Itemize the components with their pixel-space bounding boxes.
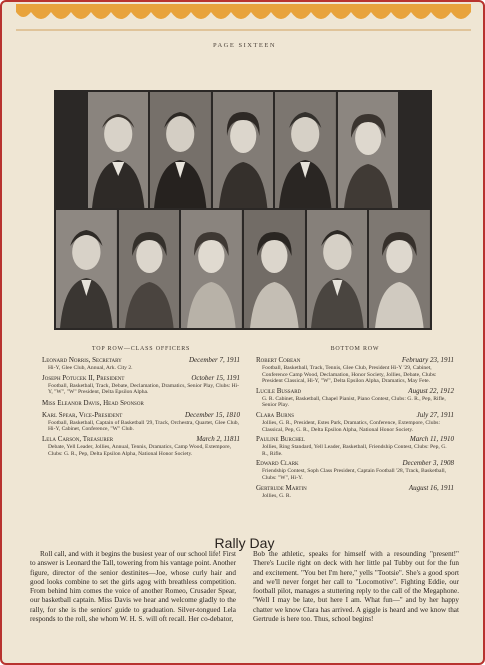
- art-deco-header-ornament: [16, 4, 471, 34]
- caption-entry: [256, 435, 454, 457]
- page-number: PAGE SIXTEEN: [212, 42, 277, 49]
- portrait-pauline-burchel: [244, 210, 305, 328]
- portrait-clara-burns: [181, 210, 242, 328]
- entry-name: Clara Burns: [256, 410, 295, 419]
- portrait-leonard-norris: [88, 92, 148, 208]
- entry-activities: Jollies, Ring Standard, Yell Leader, Basketball, Friendship Contest, Clubs: Pep, G. R., Rifle.: [262, 444, 447, 457]
- entry-name: Gertrude Martin: [256, 483, 307, 492]
- entry-date: December 7, 1911: [189, 356, 240, 364]
- entry-activities: Jollies, G. R.: [262, 492, 292, 499]
- bottom-row-heading: BOTTOM ROW: [330, 346, 380, 352]
- caption-entry: [256, 411, 454, 433]
- entry-name: Leonard Norris, Secretary: [42, 356, 122, 364]
- entry-name: Lela Carson, Treasurer: [42, 434, 114, 443]
- entry-date: August 16, 1911: [408, 483, 454, 492]
- class-officers-photo-grid: [54, 90, 432, 330]
- portrait-joseph-potucek: [150, 92, 210, 208]
- entry-activities: Jollies, G. R., President, Estes Park, Dramatics, Conference, Extempore, Clubs: Classical, Pep, G. R., Delta Epsilon Alpha, National Honor Society.: [262, 419, 441, 433]
- entry-date: August 22, 1912: [408, 386, 454, 395]
- entry-activities: Football, Basketball, Track, Tennis, Glee Club, President Hi-Y '29, Cabinet, Conference Camp Wood, Declamation, Honor Society, Jollies, Debate, Clubs: President Classical, Hi-Y, "W", Delta Epsilon Alpha, Dramatics, May Fete.: [262, 365, 437, 385]
- entry-date: December 3, 1908: [402, 459, 454, 468]
- entry-date: February 23, 1911: [401, 356, 454, 364]
- portrait-gertrude-martin: [369, 210, 430, 328]
- story-title: Rally Day: [214, 535, 275, 551]
- entry-activities: Debate, Yell Leader, Jollies, Annual, Tennis, Dramatics, Camp Wood, Extempore, Clubs: G. R., Pep, Delta Epsilon Alpha, National Honor Society.: [48, 443, 231, 457]
- story-column-left: Roll call, and with it begins the busiest year of our school life! First to answer is Leonard the Tall, towering from his vantage point. Another figure, director of the senior destinites—Joe, whose curly hair and good looks combine to set the girls agog with breathless competition. From behind him comes the voice of another Romeo, Crusader Spear, our basketball captain. Miss Davis we hear and welcome gladly to the rally, for she is the seniors' guide to graduation. Silver-tongued Lela responds to the roll, she whom W. H. S. will oft recall. Her co-debator,: [30, 550, 236, 624]
- top-row-heading: TOP ROW—CLASS OFFICERS: [91, 346, 191, 352]
- head-sponsor: Miss Eleanor Davis, Head Sponsor: [42, 398, 144, 407]
- entry-activities: Football, Basketball, Captain of Basketball '29, Track, Orchestra, Quartet, Glee Club, Hi-Y, Cabinet, Conference, "W" Club.: [48, 419, 240, 433]
- entry-date: March 2, 11811: [196, 434, 240, 443]
- entry-date: December 15, 1810: [184, 410, 240, 419]
- portrait-lucile-bussard: [119, 210, 180, 328]
- entry-activities: Football, Basketball, Track, Debate, Declamation, Dramatics, Senior Play, Clubs: Hi-Y, "W", "W" President, Delta Epsilon Alpha.: [48, 382, 240, 396]
- entry-activities: Friendship Contest, Soph Class President, Captain Football '28, Track, Basketball, Clubs: "W", Hi-Y.: [262, 468, 447, 481]
- entry-date: October 15, 1191: [191, 373, 240, 382]
- caption-entry: [42, 374, 240, 396]
- portrait-karl-spear: [275, 92, 335, 208]
- entry-name: Joseph Potucek II, President: [42, 373, 125, 382]
- photo-row-top: [54, 92, 432, 208]
- entry-activities: G. R. Cabinet, Basketball, Chapel Pianist, Piano Contest, Clubs: G. R., Pep, Rifle, Senior Play.: [262, 395, 446, 409]
- portrait-robert-cobean: [56, 210, 117, 328]
- entry-name: Robert Cobean: [256, 356, 301, 364]
- bottom-row-captions: [256, 346, 454, 501]
- caption-entry: [256, 387, 454, 409]
- portrait-eleanor-davis: [213, 92, 273, 208]
- portrait-edward-clark: [307, 210, 368, 328]
- caption-entry: [42, 411, 240, 433]
- entry-name: Pauline Burchel: [256, 435, 305, 444]
- entry-name: Karl Spear, Vice-President: [42, 410, 123, 419]
- story-column-right: Bob the athletic, speaks for himself with a resounding "present!" There's Lucile right on deck with her little pal Tubby out for the fun and excitement. "You bet I'm here," yells "Tootsie". She's a good sport and we'll never forget her call to "Locomotive". Fighting Eddie, our football pilot, manages a stuttering reply to the call of the Megaphone. "Well I may be late, but here I am. What fun—" and by her happy chatter we know Clara has arrived. A giggle is heard and we know that Gertrude is here too. Thus, school begins!: [253, 550, 459, 624]
- caption-entry: [42, 356, 240, 372]
- entry-date: July 27, 1911: [416, 410, 454, 419]
- photo-row-bottom: [54, 210, 432, 328]
- entry-date: March 11, 1910: [409, 435, 454, 444]
- entry-name: Lucile Bussard: [256, 386, 302, 395]
- portrait-lela-carson: [338, 92, 398, 208]
- top-row-captions: [42, 346, 240, 459]
- caption-entry: [42, 435, 240, 457]
- caption-entry: [256, 484, 454, 500]
- caption-entry: [256, 356, 454, 385]
- entry-name: Edward Clark: [256, 459, 299, 468]
- entry-activities: Hi-Y, Glee Club, Annual, Ark. City 2.: [48, 365, 133, 371]
- caption-entry: [256, 459, 454, 481]
